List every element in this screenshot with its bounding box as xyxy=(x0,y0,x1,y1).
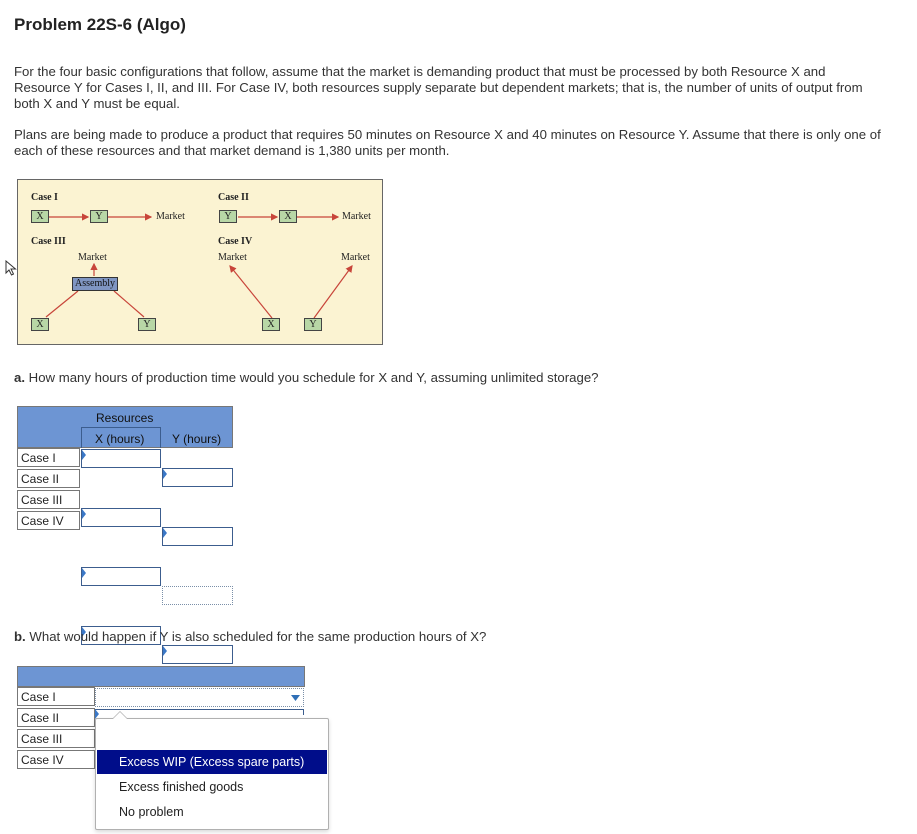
case3-resource-y: Y xyxy=(138,318,156,331)
case3-label: Case III xyxy=(31,236,66,247)
part-b-row-label: Case IV xyxy=(17,750,95,769)
case1-label: Case I xyxy=(31,192,58,203)
part-b-text: What would happen if Y is also scheduled for the same production hours of X? xyxy=(29,629,487,644)
case1-resource-x: X xyxy=(31,210,49,223)
part-b-row-label: Case III xyxy=(17,729,95,748)
case2-y-hours-input[interactable] xyxy=(162,527,233,546)
case1-resource-y: Y xyxy=(90,210,108,223)
part-b-row-label: Case II xyxy=(17,708,95,727)
case2-label: Case II xyxy=(218,192,249,203)
diagram-arrows xyxy=(18,180,384,346)
case3-resource-x: X xyxy=(31,318,49,331)
case2-resource-y: Y xyxy=(219,210,237,223)
case2-resource-x: X xyxy=(279,210,297,223)
dropdown-option-excess-finished-goods[interactable]: Excess finished goods xyxy=(119,780,244,794)
case1-x-hours-input[interactable] xyxy=(81,449,161,468)
part-b-row-label: Case I xyxy=(17,687,95,706)
case3-assembly: Assembly xyxy=(72,277,118,291)
case4-market-x: Market xyxy=(218,252,247,263)
plans-text: Plans are being made to produce a product that requires 50 minutes on Resource X and 40 minutes on Resource Y. Assume that there is only one of each of these resources and that market demand is 1,380 units per month. xyxy=(14,127,881,158)
part-a-question xyxy=(14,370,599,385)
part-a-row-label: Case IV xyxy=(17,511,80,530)
case4-label: Case IV xyxy=(218,236,253,247)
case3-market: Market xyxy=(78,252,107,263)
case2-market: Market xyxy=(342,211,371,222)
col-x-header: X (hours) xyxy=(95,432,145,446)
case1-outcome-select[interactable] xyxy=(95,688,304,707)
case4-y-hours-input[interactable] xyxy=(162,645,233,664)
part-b-label: b. xyxy=(14,629,26,644)
part-b-header xyxy=(17,666,305,687)
case4-market-y: Market xyxy=(341,252,370,263)
case2-x-hours-input[interactable] xyxy=(81,508,161,527)
dropdown-option-excess-wip[interactable]: Excess WIP (Excess spare parts) xyxy=(97,750,327,774)
dropdown-menu xyxy=(95,718,329,830)
case1-y-hours-input[interactable] xyxy=(162,468,233,487)
case3-x-hours-input[interactable] xyxy=(81,567,161,586)
case4-resource-x: X xyxy=(262,318,280,331)
part-a-label: a. xyxy=(14,370,25,385)
dropdown-option-no-problem[interactable]: No problem xyxy=(119,805,184,819)
case3-y-hours-input[interactable] xyxy=(162,586,233,605)
case1-market: Market xyxy=(156,211,185,222)
part-a-row-label: Case II xyxy=(17,469,80,488)
part-a-row-label: Case I xyxy=(17,448,80,467)
configuration-diagram xyxy=(17,179,383,345)
col-y-header: Y (hours) xyxy=(172,432,222,446)
cursor-icon xyxy=(5,260,17,276)
part-a-header xyxy=(17,406,233,448)
problem-title: Problem 22S-6 (Algo) xyxy=(14,15,186,34)
part-a-text: How many hours of production time would you schedule for X and Y, assuming unlimited storage? xyxy=(28,370,599,385)
dropdown-arrow-icon[interactable] xyxy=(291,695,300,701)
resources-header: Resources xyxy=(96,411,154,425)
intro-text: For the four basic configurations that follow, assume that the market is demanding product that must be processed by both Resource X and Resource Y for Cases I, II, and III. For Case IV, both resources supply separate but dependent markets; that is, the number of units of output from both X and Y must be equal. xyxy=(14,64,863,111)
case4-resource-y: Y xyxy=(304,318,322,331)
part-b-question xyxy=(14,629,486,644)
part-a-row-label: Case III xyxy=(17,490,80,509)
